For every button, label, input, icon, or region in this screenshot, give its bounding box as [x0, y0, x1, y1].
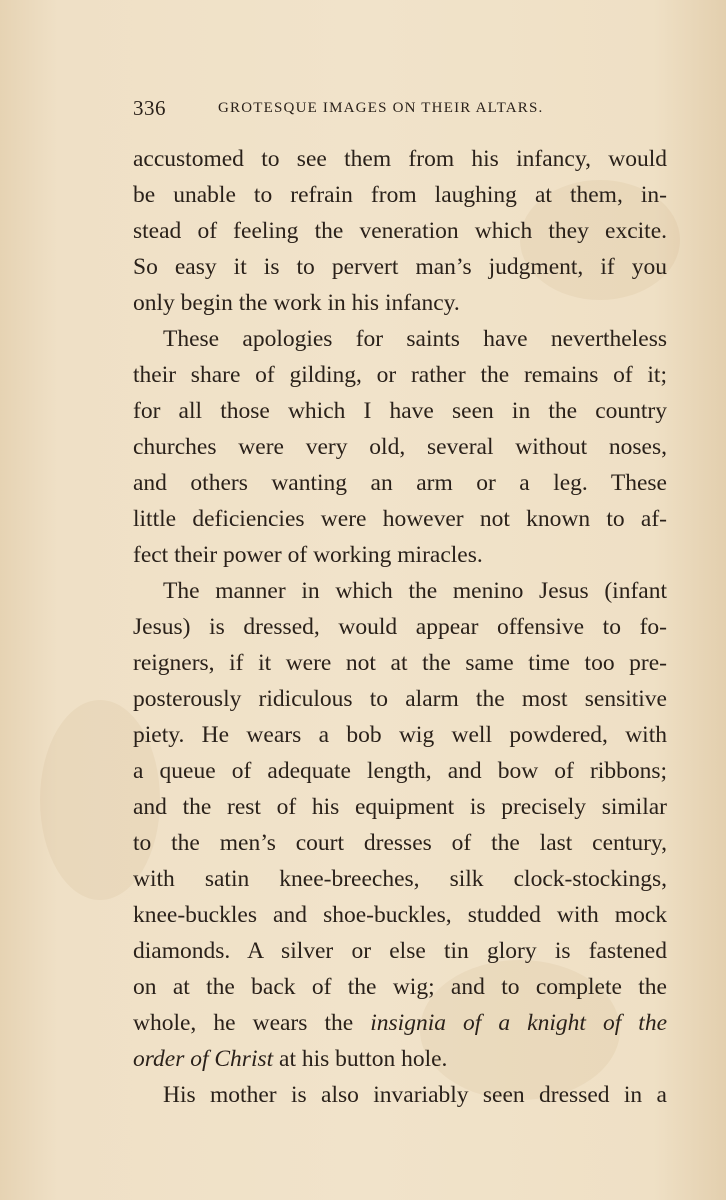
- text-line: diamonds. A silver or else tin glory is fastened: [133, 938, 667, 964]
- text-line: on at the back of the wig; and to complete the: [133, 974, 667, 1000]
- text-line: little deficiencies were however not known to af-: [133, 506, 667, 532]
- text-line: His mother is also invariably seen dressed in a: [163, 1082, 667, 1108]
- text-line: knee-buckles and shoe-buckles, studded with mock: [133, 902, 667, 928]
- text-line: accustomed to see them from his infancy, would: [133, 146, 667, 172]
- page-header: [133, 96, 667, 120]
- line-text: at his button hole.: [273, 1046, 448, 1072]
- text-line: a queue of adequate length, and bow of ribbons;: [133, 758, 667, 784]
- text-line: reigners, if it were not at the same time too pre-: [133, 650, 667, 676]
- italic-phrase: insignia of a knight of the: [370, 1010, 668, 1036]
- text-line: for all those which I have seen in the country: [133, 398, 667, 424]
- text-line: and the rest of his equipment is precisely similar: [133, 794, 667, 820]
- page-number: 336: [133, 96, 166, 120]
- text-line: So easy it is to pervert man’s judgment, if you: [133, 254, 667, 280]
- text-line: [133, 1005, 667, 1041]
- text-line: posterously ridiculous to alarm the most sensitive: [133, 686, 667, 712]
- text-line: Jesus) is dressed, would appear offensive to fo-: [133, 614, 667, 640]
- text-line: These apologies for saints have nevertheless: [163, 326, 667, 352]
- text-line: stead of feeling the veneration which they excite.: [133, 218, 667, 244]
- running-title: GROTESQUE IMAGES ON THEIR ALTARS.: [218, 100, 544, 116]
- italic-phrase: order of Christ: [133, 1046, 274, 1072]
- text-line: fect their power of working miracles.: [133, 542, 483, 568]
- text-line: their share of gilding, or rather the remains of it;: [133, 362, 667, 388]
- text-line: only begin the work in his infancy.: [133, 290, 460, 316]
- text-line: churches were very old, several without noses,: [133, 434, 667, 460]
- text-line: with satin knee-breeches, silk clock-stockings,: [133, 866, 667, 892]
- text-line: and others wanting an arm or a leg. These: [133, 470, 667, 496]
- text-line: to the men’s court dresses of the last century,: [133, 830, 667, 856]
- text-line: [133, 1041, 667, 1077]
- text-line: piety. He wears a bob wig well powdered, with: [133, 722, 667, 748]
- text-line: be unable to refrain from laughing at them, in-: [133, 182, 667, 208]
- body-text: [133, 141, 667, 1113]
- line-text: whole, he wears the: [133, 1010, 371, 1036]
- text-line: The manner in which the menino Jesus (infant: [163, 578, 667, 604]
